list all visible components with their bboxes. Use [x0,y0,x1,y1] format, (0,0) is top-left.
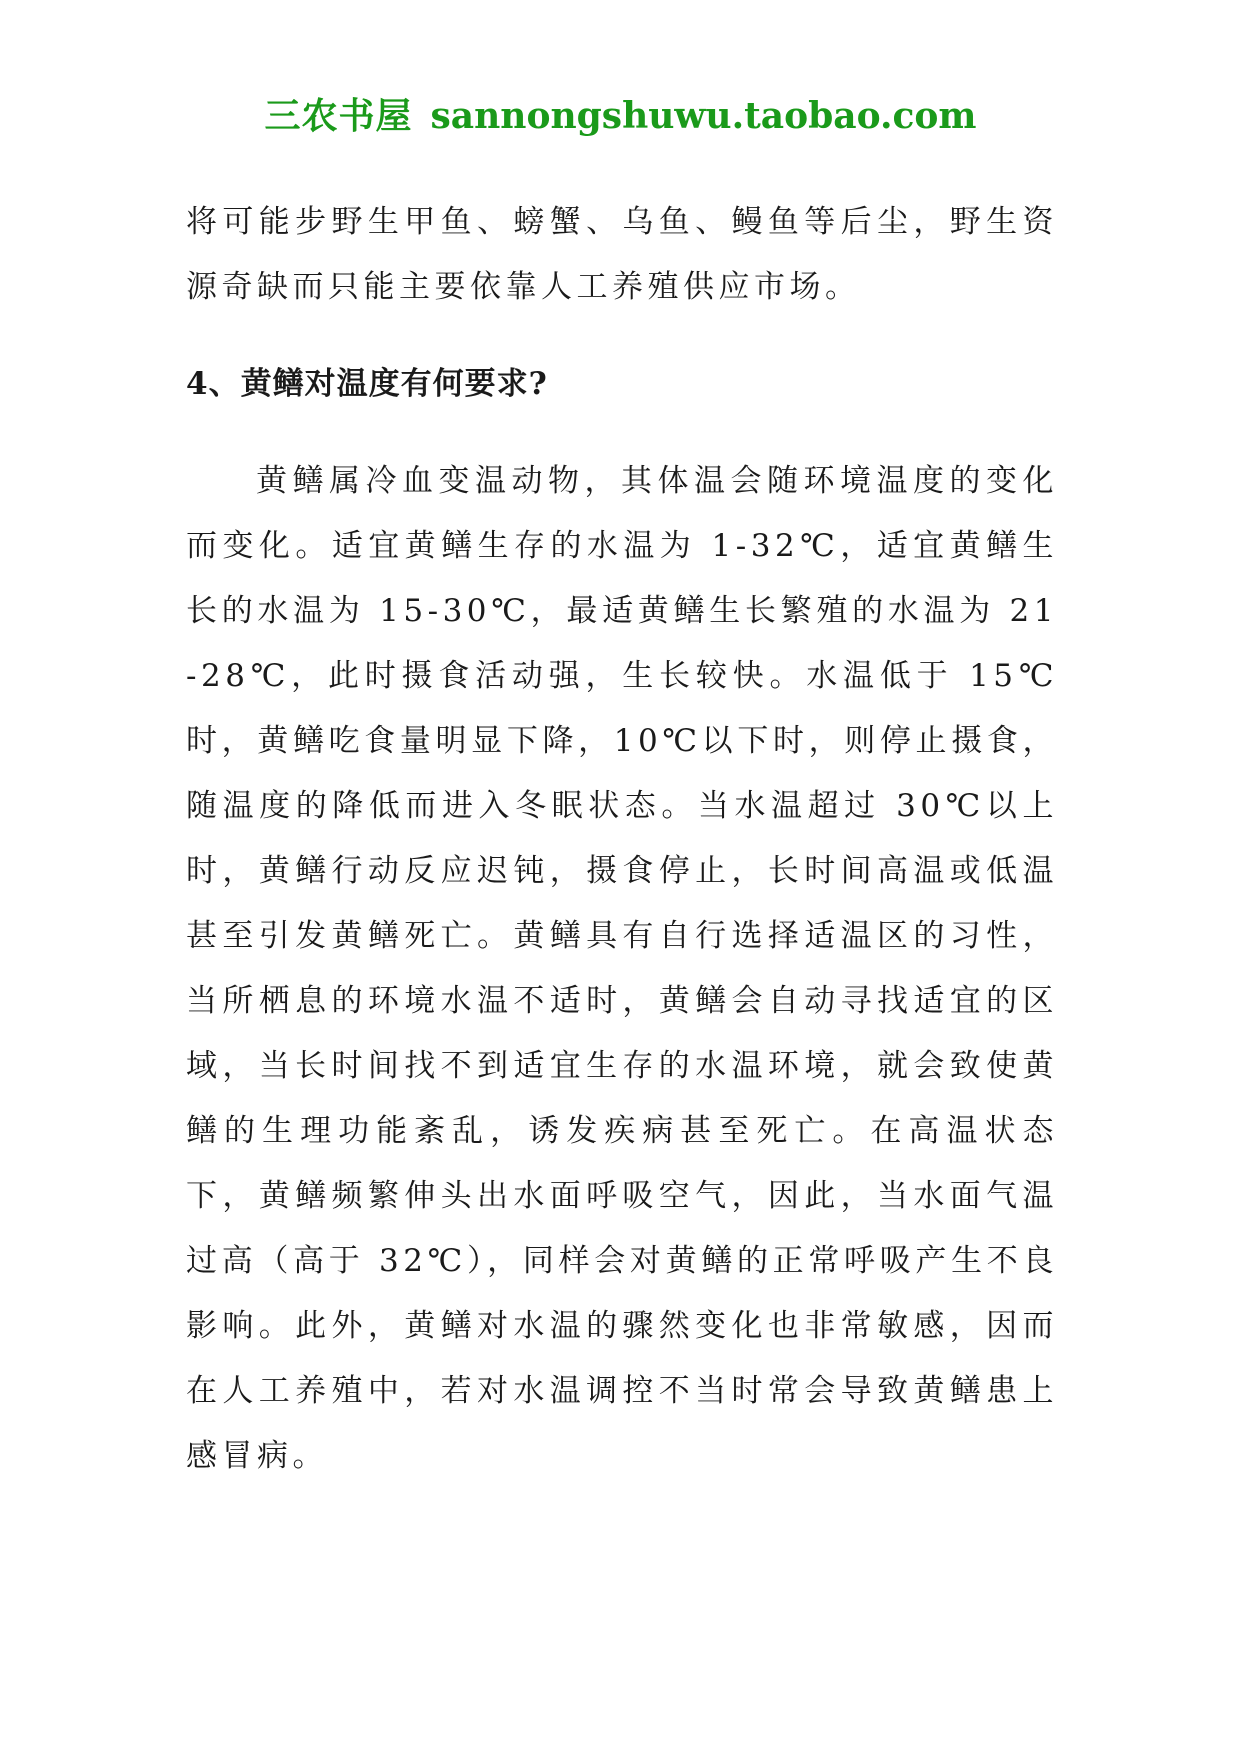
section-heading: 4、黄鳝对温度有何要求? [186,366,548,402]
shop-url: sannongshuwu.taobao.com [430,95,977,137]
shop-name: 三农书屋 [264,95,413,137]
page-header [0,88,1241,139]
spacer [186,320,1058,352]
spacer [186,417,1058,449]
document-body [186,190,1058,1489]
body-paragraph: 黄鳝属冷血变温动物，其体温会随环境温度的变化而变化。适宜黄鳝生存的水温为 1-32℃，适宜黄鳝生长的水温为 15-30℃，最适黄鳝生长繁殖的水温为 21-28℃，此时摄食活动强，生长较快。水温低于 15℃时，黄鳝吃食量明显下降，10℃以下时，则停止摄食，随温度的降低而进入冬眠状态。当水温超过 30℃以上时，黄鳝行动反应迟钝，摄食停止，长时间高温或低温甚至引发黄鳝死亡。黄鳝具有自行选择适温区的习性，当所栖息的环境水温不适时，黄鳝会自动寻找适宜的区域，当长时间找不到适宜生存的水温环境，就会致使黄鳝的生理功能紊乱，诱发疾病甚至死亡。在高温状态下，黄鳝频繁伸头出水面呼吸空气，因此，当水面气温过高（高于 32℃），同样会对黄鳝的正常呼吸产生不良影响。此外，黄鳝对水温的骤然变化也非常敏感，因而在人工养殖中，若对水温调控不当时常会导致黄鳝患上感冒病。 [186,463,1058,1474]
intro-paragraph: 将可能步野生甲鱼、螃蟹、乌鱼、鳗鱼等后尘，野生资源奇缺而只能主要依靠人工养殖供应市场。 [186,204,1058,305]
